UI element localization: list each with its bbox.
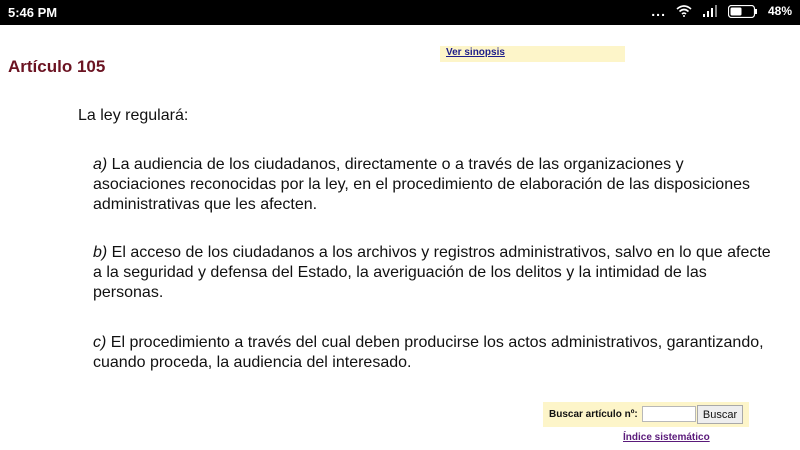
article-intro: La ley regulará: xyxy=(78,107,189,124)
sinopsis-box xyxy=(440,46,625,62)
search-button[interactable]: Buscar xyxy=(697,405,743,424)
status-icons xyxy=(651,4,792,18)
signal-icon xyxy=(702,5,718,17)
clause-a xyxy=(93,155,778,215)
indice-link[interactable]: Índice sistemático xyxy=(623,432,710,443)
battery-icon xyxy=(728,5,758,18)
clause-letter: c) xyxy=(93,334,107,351)
search-box xyxy=(543,402,749,427)
clause-letter: a) xyxy=(93,156,108,173)
sinopsis-link[interactable]: Ver sinopsis xyxy=(446,47,505,58)
battery-percent: 48% xyxy=(767,4,792,18)
article-page xyxy=(0,25,800,450)
clause-text: El procedimiento a través del cual deben producirse los actos administrativos, garantizando, cuando proceda, la audiencia del interesado. xyxy=(93,334,764,371)
status-time: 5:46 PM xyxy=(8,5,58,20)
clause-letter: b) xyxy=(93,244,108,261)
more-dots: ... xyxy=(651,3,666,19)
article-title: Artículo 105 xyxy=(8,57,106,76)
article-number-input[interactable] xyxy=(642,406,696,422)
wifi-icon xyxy=(676,5,692,17)
clause-b xyxy=(93,243,778,303)
clause-c xyxy=(93,333,778,373)
status-bar xyxy=(0,0,800,25)
clause-text: La audiencia de los ciudadanos, directamente o a través de las organizaciones y asociaciones reconocidas por la ley, en el procedimiento de elaboración de las disposiciones administrativas que les afecten. xyxy=(93,156,750,213)
clause-text: El acceso de los ciudadanos a los archivos y registros administrativos, salvo en lo que afecte a la seguridad y defensa del Estado, la averiguación de los delitos y la intimidad de las personas. xyxy=(93,244,771,301)
search-label: Buscar artículo nº: xyxy=(549,409,638,420)
